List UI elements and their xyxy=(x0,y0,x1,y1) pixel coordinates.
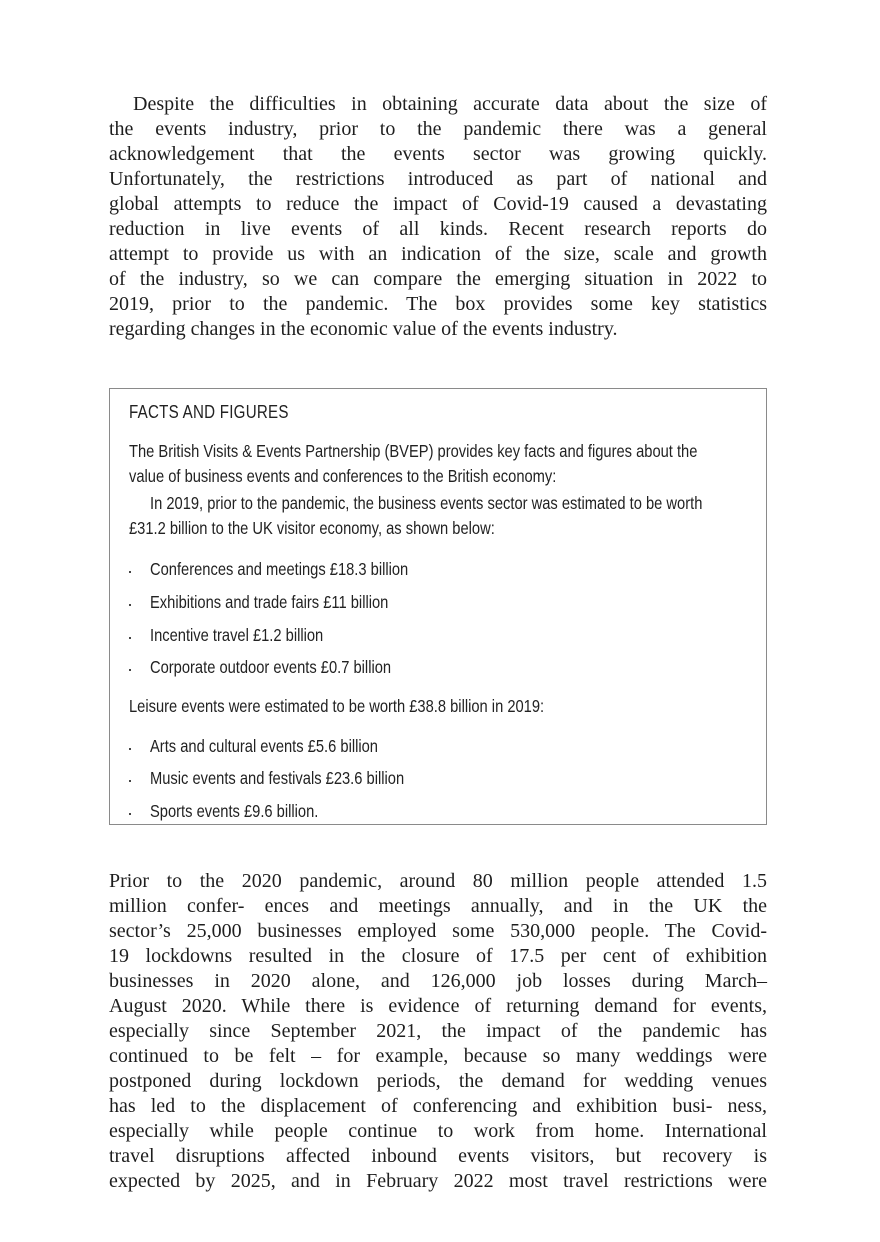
leisure-intro: Leisure events were estimated to be worth £38.8 billion in 2019: xyxy=(129,696,545,716)
business-list-item: Corporate outdoor events £0.7 billion xyxy=(150,657,392,677)
text-line: reduction in live events of all kinds. Recent research reports do xyxy=(109,218,767,240)
bullet-icon xyxy=(129,748,131,750)
business-intro-line: In 2019, prior to the pandemic, the business events sector was estimated to be worth xyxy=(150,493,703,513)
text-line: acknowledgement that the events sector was growing quickly. xyxy=(109,143,767,165)
text-line: attempt to provide us with an indication of the size, scale and growth xyxy=(109,243,767,265)
bullet-icon xyxy=(129,813,131,815)
text-line: million confer- ences and meetings annually, and in the UK the xyxy=(109,895,767,917)
text-line: Prior to the 2020 pandemic, around 80 million people attended 1.5 xyxy=(109,870,767,892)
text-line: postponed during lockdown periods, the demand for wedding venues xyxy=(109,1070,767,1092)
text-line: global attempts to reduce the impact of Covid-19 caused a devastating xyxy=(109,193,767,215)
business-list-item: Conferences and meetings £18.3 billion xyxy=(150,559,409,579)
text-line: especially since September 2021, the impact of the pandemic has xyxy=(109,1020,767,1042)
text-line: 2019, prior to the pandemic. The box provides some key statistics xyxy=(109,293,767,315)
bullet-icon xyxy=(129,604,131,606)
text-line: Despite the difficulties in obtaining accurate data about the size of xyxy=(133,93,767,115)
text-line: continued to be felt – for example, because so many weddings were xyxy=(109,1045,767,1067)
business-list-item: Exhibitions and trade fairs £11 billion xyxy=(150,592,389,612)
text-line: businesses in 2020 alone, and 126,000 job losses during March– xyxy=(109,970,767,992)
text-line: travel disruptions affected inbound events visitors, but recovery is xyxy=(109,1145,767,1167)
text-line: the events industry, prior to the pandemic there was a general xyxy=(109,118,767,140)
bullet-icon xyxy=(129,571,131,573)
business-list-item: Incentive travel £1.2 billion xyxy=(150,625,324,645)
text-line: has led to the displacement of conferencing and exhibition busi- ness, xyxy=(109,1095,767,1117)
text-line: expected by 2025, and in February 2022 most travel restrictions were xyxy=(109,1170,767,1192)
text-line: regarding changes in the economic value of the events industry. xyxy=(109,318,618,340)
leisure-list-item: Music events and festivals £23.6 billion xyxy=(150,768,405,788)
box-intro-line: value of business events and conferences to the British economy: xyxy=(129,466,557,486)
bullet-icon xyxy=(129,780,131,782)
text-line: Unfortunately, the restrictions introduced as part of national and xyxy=(109,168,767,190)
text-line: of the industry, so we can compare the emerging situation in 2022 to xyxy=(109,268,767,290)
box-title: FACTS AND FIGURES xyxy=(129,402,289,422)
text-line: August 2020. While there is evidence of returning demand for events, xyxy=(109,995,767,1017)
text-line: sector’s 25,000 businesses employed some 530,000 people. The Covid- xyxy=(109,920,767,942)
bullet-icon xyxy=(129,637,131,639)
bullet-icon xyxy=(129,669,131,671)
leisure-list-item: Sports events £9.6 billion. xyxy=(150,801,319,821)
text-line: especially while people continue to work from home. International xyxy=(109,1120,767,1142)
leisure-list-item: Arts and cultural events £5.6 billion xyxy=(150,736,378,756)
box-intro-line: The British Visits & Events Partnership (BVEP) provides key facts and figures about the xyxy=(129,441,698,461)
business-intro-line: £31.2 billion to the UK visitor economy, as shown below: xyxy=(129,518,495,538)
text-line: 19 lockdowns resulted in the closure of 17.5 per cent of exhibition xyxy=(109,945,767,967)
facts-and-figures-box xyxy=(109,388,767,825)
